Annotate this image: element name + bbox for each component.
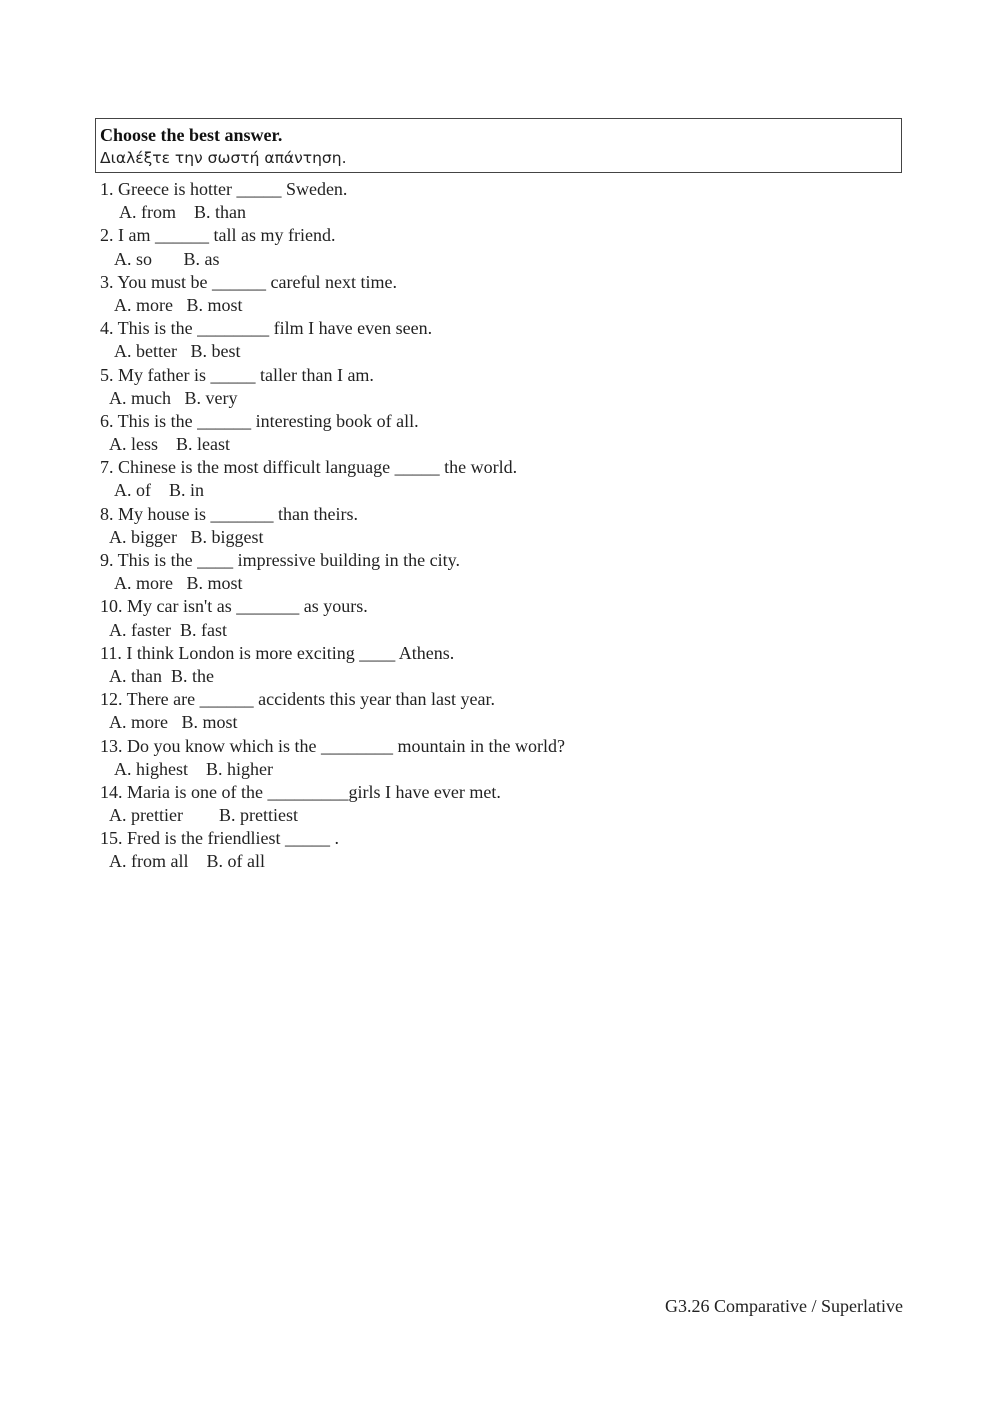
answer-options[interactable]: A. more B. most bbox=[114, 573, 243, 594]
instruction-box bbox=[95, 118, 902, 173]
question-text: 5. My father is _____ taller than I am. bbox=[100, 364, 374, 385]
answer-options[interactable]: A. prettier B. prettiest bbox=[109, 805, 298, 826]
question-item bbox=[100, 595, 900, 641]
answer-options[interactable]: A. from all B. of all bbox=[109, 851, 265, 872]
question-text: 8. My house is _______ than theirs. bbox=[100, 503, 358, 524]
question-text: 12. There are ______ accidents this year than last year. bbox=[100, 689, 496, 710]
answer-options[interactable]: A. so B. as bbox=[114, 248, 220, 269]
answer-options[interactable]: A. highest B. higher bbox=[114, 758, 273, 779]
question-list bbox=[100, 178, 900, 874]
question-item bbox=[100, 364, 900, 410]
question-item bbox=[100, 224, 900, 270]
question-item bbox=[100, 410, 900, 456]
question-text: 4. This is the ________ film I have even seen. bbox=[100, 318, 433, 339]
answer-options[interactable]: A. faster B. fast bbox=[109, 619, 227, 640]
question-item bbox=[100, 317, 900, 363]
answer-options[interactable]: A. better B. best bbox=[114, 341, 241, 362]
answer-options[interactable]: A. more B. most bbox=[109, 712, 238, 733]
question-item bbox=[100, 688, 900, 734]
question-text: 10. My car isn't as _______ as yours. bbox=[100, 596, 368, 617]
question-item bbox=[100, 642, 900, 688]
answer-options[interactable]: A. bigger B. biggest bbox=[109, 526, 264, 547]
answer-options[interactable]: A. more B. most bbox=[114, 294, 243, 315]
question-item bbox=[100, 456, 900, 502]
question-text: 6. This is the ______ interesting book of all. bbox=[100, 410, 419, 431]
question-text: 1. Greece is hotter _____ Sweden. bbox=[100, 179, 348, 199]
question-text: 7. Chinese is the most difficult language _____ the world. bbox=[100, 457, 518, 478]
question-item bbox=[100, 178, 900, 224]
instruction-title: Choose the best answer. bbox=[100, 125, 283, 145]
question-item bbox=[100, 781, 900, 827]
question-text: 9. This is the ____ impressive building in the city. bbox=[100, 550, 460, 570]
question-text: 14. Maria is one of the _________girls I have ever met. bbox=[100, 781, 501, 802]
question-text: 13. Do you know which is the ________ mountain in the world? bbox=[100, 735, 565, 756]
question-item bbox=[100, 503, 900, 549]
footer-label: G3.26 Comparative / Superlative bbox=[665, 1296, 903, 1316]
answer-options[interactable]: A. than B. the bbox=[109, 665, 214, 686]
question-item bbox=[100, 271, 900, 317]
question-item bbox=[100, 549, 900, 595]
answer-options[interactable]: A. of B. in bbox=[114, 480, 204, 501]
question-item bbox=[100, 827, 900, 873]
answer-options[interactable]: A. much B. very bbox=[109, 387, 238, 408]
question-text: 15. Fred is the friendliest _____ . bbox=[100, 828, 339, 849]
answer-options[interactable]: A. from B. than bbox=[119, 202, 246, 223]
question-item bbox=[100, 735, 900, 781]
answer-options[interactable]: A. less B. least bbox=[109, 434, 230, 455]
instruction-subtitle: Διαλέξτε την σωστή απάντηση. bbox=[100, 149, 347, 167]
question-text: 11. I think London is more exciting ____ Athens. bbox=[100, 642, 455, 663]
question-text: 3. You must be ______ careful next time. bbox=[100, 271, 397, 292]
question-text: 2. I am ______ tall as my friend. bbox=[100, 225, 336, 246]
